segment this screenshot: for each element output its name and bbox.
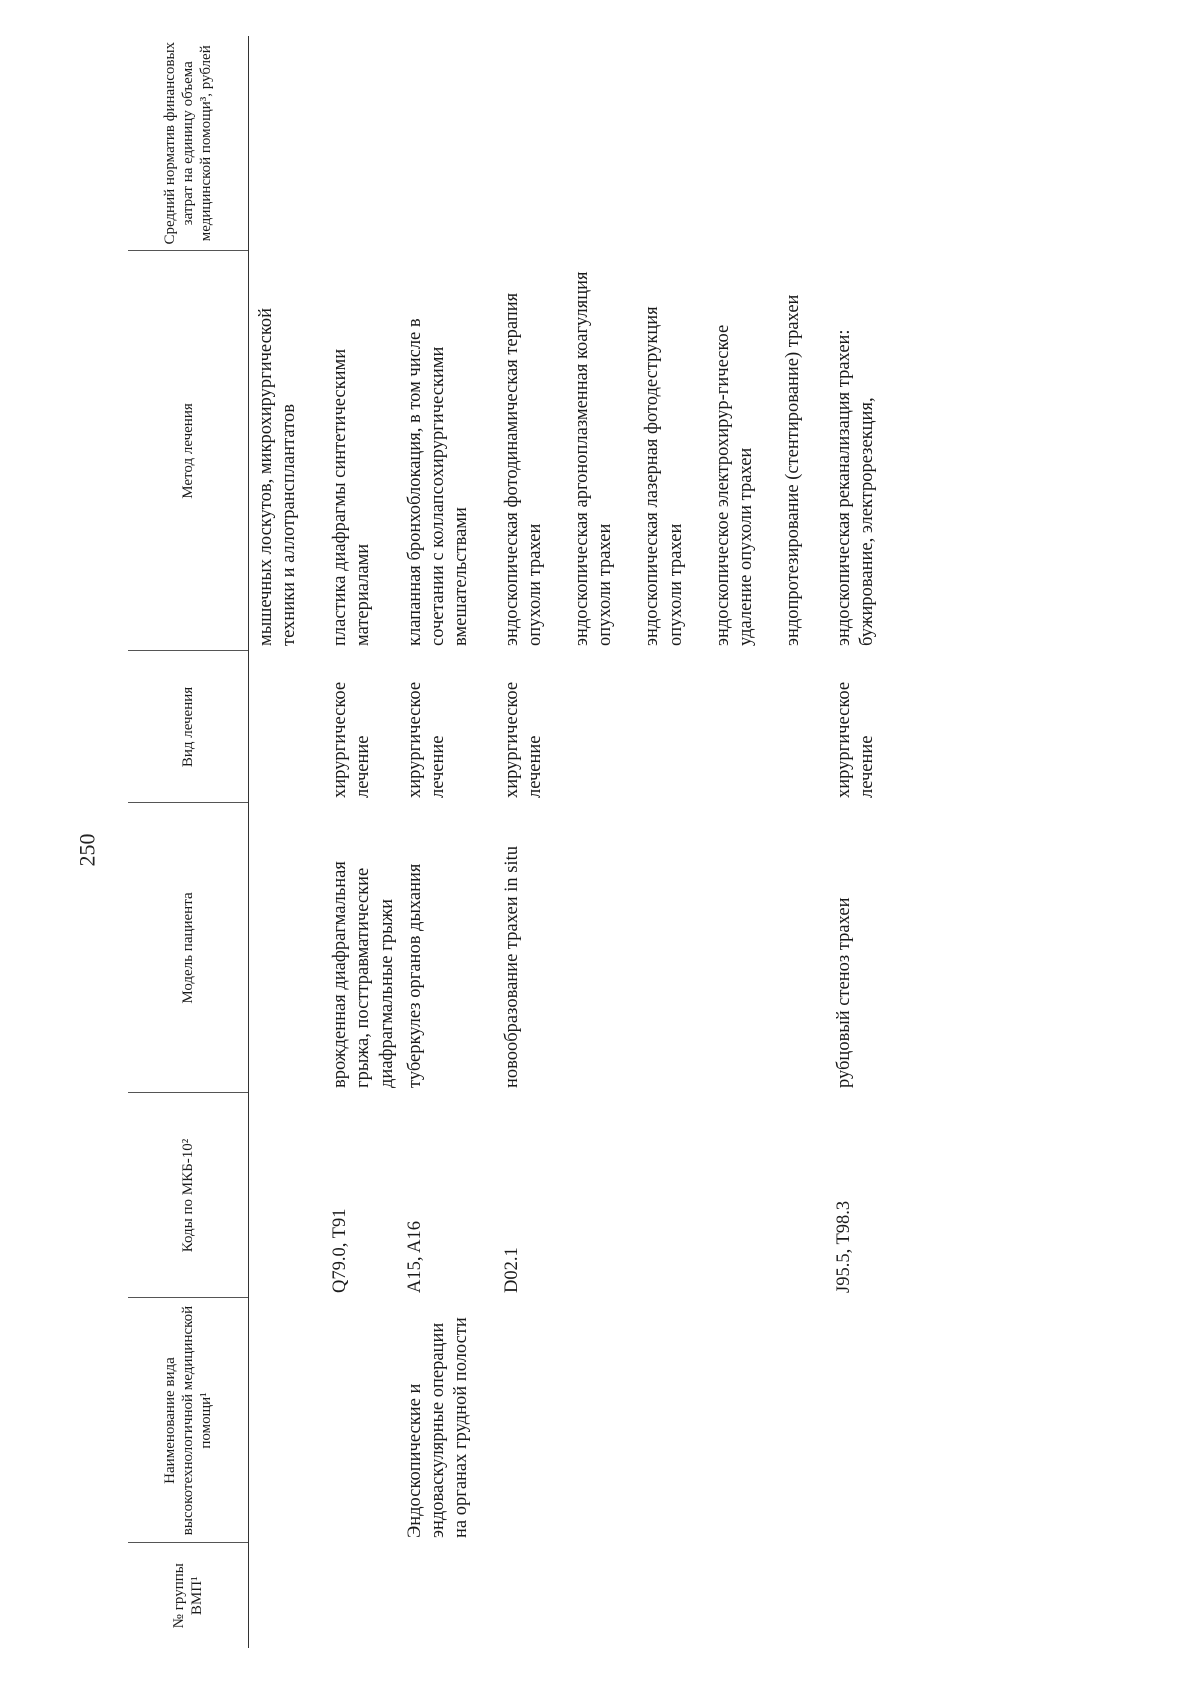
cell-methods <box>249 251 326 651</box>
cell-group <box>829 1543 903 1648</box>
cell-model: рубцовый стеноз трахеи <box>834 897 854 1088</box>
table-row <box>497 36 829 1648</box>
cell-name <box>829 1298 903 1543</box>
cell-methods <box>325 251 399 651</box>
cell-name <box>497 1298 829 1543</box>
cell-cost <box>829 36 903 251</box>
method-item: эндоскопическая аргоноплазменная коагуляция опухоли трахеи <box>572 271 616 646</box>
cell-name: Эндоскопические и эндоваскулярные операции на органах грудной полости <box>404 1317 471 1538</box>
method-item: клапанная бронхоблокация, в том числе в сочетании с коллапсохирургическими вмешательствами <box>404 318 471 646</box>
cell-group <box>497 1543 829 1648</box>
table-header <box>128 36 249 1648</box>
cell-codes: Q79.0, T91 <box>330 1208 351 1293</box>
cell-name <box>325 1298 399 1543</box>
table-row <box>400 36 497 1648</box>
header-group-number: № группы ВМП¹ <box>128 1543 249 1648</box>
cell-codes: D02.1 <box>501 1247 522 1293</box>
method-item: эндоскопическая лазерная фотодеструкция опухоли трахеи <box>642 306 686 646</box>
page-number: 250 <box>74 833 99 867</box>
header-vmp-name: Наименование вида высокотехнологичной медицинской помощи¹ <box>128 1298 249 1543</box>
table-row <box>249 36 326 1648</box>
cell-cost <box>325 36 399 251</box>
header-patient-model: Модель пациента <box>128 803 249 1093</box>
method-item: мышечных лоскутов, микрохирургической техники и аллотрансплантатов <box>256 307 300 646</box>
header-cost: Средний норматив финансовых затрат на единицу объема медицинской помощи³, рублей <box>128 36 249 251</box>
cell-cost <box>249 36 326 251</box>
cell-model <box>249 803 326 1093</box>
cell-methods <box>400 251 497 651</box>
header-icd-codes: Коды по МКБ-10² <box>128 1093 249 1298</box>
cell-model: врожденная диафрагмальная грыжа, посттравматические диафрагмальные грыжи <box>330 861 397 1088</box>
cell-model: туберкулез органов дыхания <box>404 863 425 1088</box>
cell-codes: J95.5, T98.3 <box>834 1200 854 1293</box>
cell-cost <box>400 36 497 251</box>
cell-type: хирургическое лечение <box>501 681 545 798</box>
cell-cost <box>497 36 829 251</box>
cell-methods <box>829 251 903 651</box>
method-item: эндоскопическая фотодинамическая терапия опухоли трахеи <box>501 292 545 646</box>
cell-model: новообразование трахеи in situ <box>501 846 522 1088</box>
method-item: эндоскопическая реканализация трахеи: бужирование, электрорезекция, <box>834 329 878 646</box>
vmp-table <box>128 36 903 1648</box>
table-row <box>325 36 399 1648</box>
header-treatment-method: Метод лечения <box>128 251 249 651</box>
cell-codes <box>249 1093 326 1298</box>
table-body <box>249 36 904 1648</box>
cell-type: хирургическое лечение <box>330 681 374 798</box>
cell-type: хирургическое лечение <box>834 681 878 798</box>
rotated-page <box>128 36 1008 1648</box>
cell-methods <box>497 251 829 651</box>
method-item: пластика диафрагмы синтетическими материалами <box>330 348 374 646</box>
cell-type: хирургическое лечение <box>404 681 448 798</box>
table-row <box>829 36 903 1648</box>
cell-group <box>325 1543 399 1648</box>
method-item: эндоскопическое электрохирур-гическое удаление опухоли трахеи <box>712 324 756 646</box>
cell-codes: A15, A16 <box>404 1221 425 1293</box>
header-treatment-type: Вид лечения <box>128 651 249 803</box>
cell-type <box>249 651 326 803</box>
method-item: эндопротезирование (стентирование) трахеи <box>782 294 803 646</box>
cell-group <box>249 1543 326 1648</box>
cell-name <box>249 1298 326 1543</box>
cell-group <box>400 1543 497 1648</box>
